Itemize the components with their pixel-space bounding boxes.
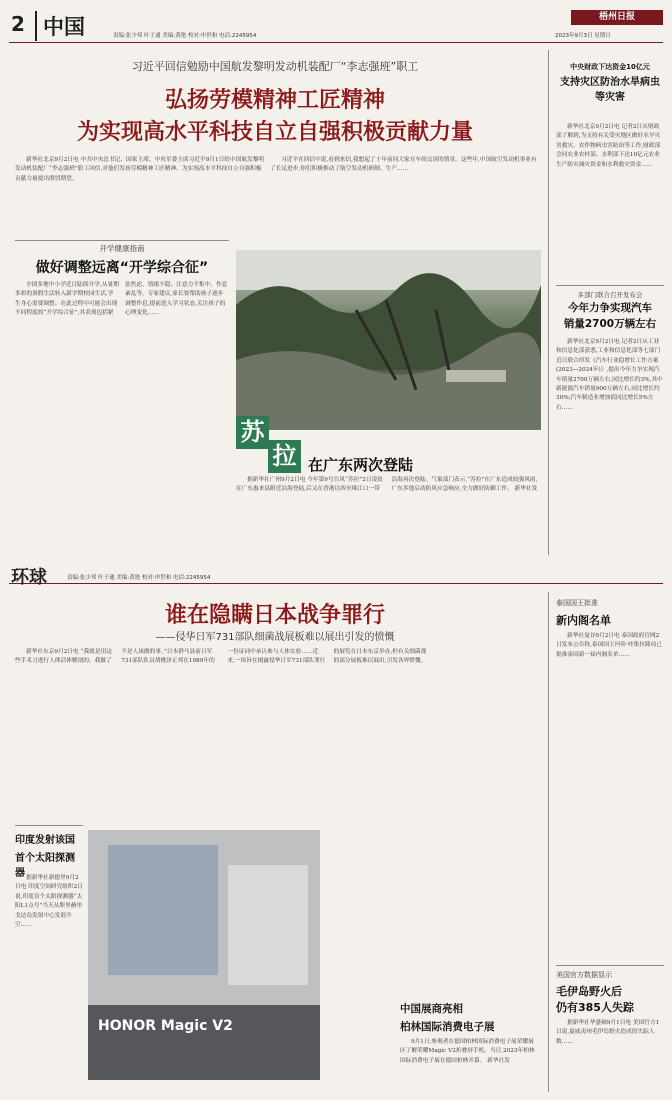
photo-illustration (236, 250, 541, 430)
newspaper-logo: 梧州日报 (571, 10, 663, 25)
right1-body: 新华社北京9月2日电 记者2日从财政部了解到,为支持有关受灾地区做好水旱灾害救灾、农作物病虫害防治等工作,财政部会同农业农村部、水利部下达10亿元农业生产防灾减灾资金和水利救灾资金…… (556, 124, 661, 168)
page-header (9, 9, 663, 43)
right4-kicker: 美国官方数据显示 (556, 971, 612, 979)
expo-photo-illustration (88, 830, 320, 1080)
right1-title-line1: 中央财政下达资金10亿元 (570, 63, 650, 71)
right2-body: 新华社北京9月2日电 记者2日从工业和信息化部获悉,工业和信息化部等七部门近日联合印发《汽车行业稳增长工作方案(2023—2024年)》,提出今年力争实现汽车销量2700万辆左右,同比增长约3%,其中新能源汽车销量900万辆左右,同比增长约30%;汽车制造业增加值同比增长5%左右…… (556, 339, 663, 411)
right3-title: 新内阁名单 (556, 614, 611, 627)
expo-photo (88, 830, 320, 1080)
expo-brand-text: HONOR Magic V2 (98, 1018, 233, 1034)
article2-title: 做好调整远离“开学综合征” (35, 260, 209, 276)
global-lead-title: 谁在隐瞒日本战争罪行 (164, 603, 385, 628)
photo2-headline2: 柏林国际消费电子展 (400, 1021, 495, 1033)
article2-kicker: 开学健康指南 (99, 244, 145, 253)
section-name: 环球 (11, 567, 47, 588)
photo-caption: 据新华社广州9月2日电 今年第9号台风“苏拉”2日凌晨在广东惠来县附近沿海登陆,后又在香港以西至珠江口一带沿海再次登陆。气象部门表示,“苏拉”在广东造成较强风雨,广东多地启动防风应急响应,全力做好防御工作。 新华社发 (236, 477, 538, 493)
right3-body: 新华社曼谷9月2日电 泰国政府官网2日发布公告称,泰国国王玛哈·哇集拉隆功已批准泰国新一届内阁名单…… (556, 633, 662, 658)
right2-title-line2: 销量2700万辆左右 (563, 318, 657, 330)
global-lead-body: 新华社东京9月2日电 “我就是用这些手术刀进行人体活体解剖的。我做了不是人该做的事。”日本群马县前日军731部队队员胡桃泽正邦在1989年的一份证词中承认参与人体实验……近来,一场旨在揭露侵华日军731部队罪行的展览在日本东京举办,但有关细菌战的部分展板难以展出,引发各界愤慨。 (15, 649, 427, 665)
lead-body-left: 新华社北京9月2日电 中共中央总书记、国家主席、中央军委主席习近平9月1日给中国航发黎明发动机装配厂“李志强班”职工回信,对他们发扬劳模精神工匠精神、为实现高水平科技自立自强积极贡献力量提出殷切期望。 (15, 157, 265, 182)
section-credits: 责编:张少邦 叶子通 美编:黄艳 校对:申世和 电话:2245954 (67, 575, 211, 581)
right2-title-line1: 今年力争实现汽车 (568, 302, 652, 314)
typhoon-photo (236, 250, 541, 430)
right4-title-line1: 毛伊岛野火后 (556, 985, 622, 998)
brief1-title-line1: 印度发射该国 (15, 835, 75, 846)
section-header-global (9, 562, 663, 588)
brief1-title-line2: 首个太阳探测器 (15, 853, 75, 879)
right3-kicker: 泰国国王批准 (556, 599, 598, 607)
lead-title-line1: 弘扬劳模精神工匠精神 (164, 88, 385, 113)
photo-label-su: 苏 (236, 416, 269, 449)
lead-kicker: 习近平回信勉励中国航发黎明发动机装配厂“李志强班”职工 (131, 60, 419, 73)
lead-title-line2: 为实现高水平科技自立自强积极贡献力量 (76, 120, 473, 145)
brief1-body: 据新华社新德里9月2日电 印度空间研究组织2日说,印度首个太阳探测器“太阳L1点号”当天从斯里赫里戈达岛发射中心发射升空…… (15, 875, 83, 929)
right4-body: 据新华社华盛顿9月1日电 美国官方1日说,夏威夷州毛伊岛野火造成的失踪人数…… (556, 1020, 660, 1045)
right1-title-line2: 支持灾区防治水旱病虫等灾害 (560, 77, 660, 103)
global-lead-subtitle: ——侵华日军731部队细菌战展板难以展出引发的愤慨 (155, 632, 395, 643)
photo-headline: 在广东两次登陆 (308, 456, 414, 474)
right4-title-line2: 仍有385人失踪 (556, 1001, 634, 1014)
page-number: 2 (11, 12, 25, 36)
page-name: 中国 (35, 11, 85, 41)
photo-label-la: 拉 (268, 440, 301, 473)
photo2-caption: 9月1日,参观者在德国柏林国际消费电子展荣耀展区了解荣耀Magic V2折叠屏手机。当日,2023年柏林国际消费电子展在德国柏林开幕。 新华社发 (400, 1039, 535, 1064)
issue-date: 2023年9月3日 星期日 (555, 33, 611, 39)
lead-body-right: 习近平在回信中说,看到来信,我想起了十年前同大家在车间交谈的情景。这些年,中国航空发动机事业有了长足进步,你们积极推动了航空发动机研制、生产…… (270, 157, 537, 173)
editor-credits: 责编:张少邦 叶子通 美编:黄艳 校对:申世和 电话:2245954 (113, 33, 257, 39)
right2-kicker: 多部门联合召开发布会 (577, 291, 643, 299)
article2-body: 全国多地中小学近日陆续开学,从暑期多彩的暑假生活转入新学期校园生活,学生身心需要调整。在此过程中可能会出现不同程度的“开学综合征”,其表现包括紧张焦虑、情绪不稳、注意力不集中、作息紊乱等。专家建议,家长要帮助孩子逐步调整作息,提前进入学习状态,关注孩子的心理变化…… (15, 282, 228, 317)
photo2-headline1: 中国展商亮相 (400, 1003, 463, 1015)
